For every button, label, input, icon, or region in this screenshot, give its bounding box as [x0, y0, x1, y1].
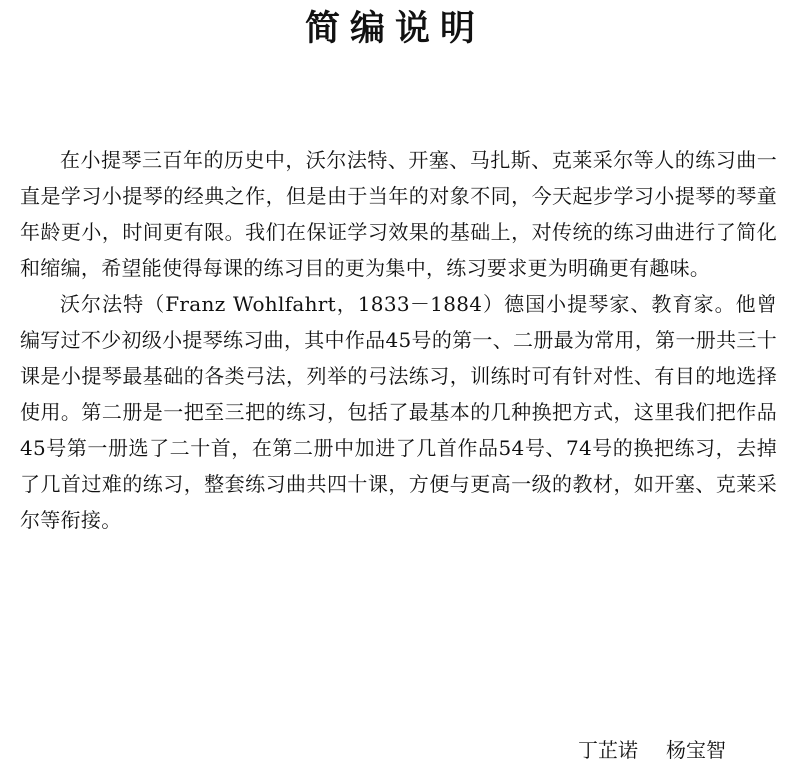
- author-name: 杨宝智: [666, 738, 726, 762]
- author-name: 丁芷诺: [578, 738, 638, 762]
- paragraph-intro: 在小提琴三百年的历史中，沃尔法特、开塞、马扎斯、克莱采尔等人的练习曲一直是学习小提琴的经典之作，但是由于当年的对象不同，今天起步学习小提琴的琴童年龄更小，时间更有限。我们在保证学习效果的基础上，对传统的练习曲进行了简化和缩编，希望能使得每课的练习目的更为集中，练习要求更为明确更有趣味。: [20, 148, 777, 280]
- page-title: 简编说明: [304, 9, 485, 49]
- paragraph-wohlfahrt: 沃尔法特（Franz Wohlfahrt，1833－1884）德国小提琴家、教育家。他曾编写过不少初级小提琴练习曲，其中作品45号的第一、二册最为常用，第一册共三十课是小提琴最基础的各类弓法，列举的弓法练习，训练时可有针对性、有目的地选择使用。第二册是一把至三把的练习，包括了最基本的几种换把方式，这里我们把作品45号第一册选了二十首，在第二册中加进了几首作品54号、74号的换把练习，去掉了几首过难的练习，整套练习曲共四十课，方便与更高一级的教材，如开塞、克莱采尔等衔接。: [20, 292, 777, 532]
- author-signature: [578, 736, 726, 764]
- document-body: [20, 142, 777, 538]
